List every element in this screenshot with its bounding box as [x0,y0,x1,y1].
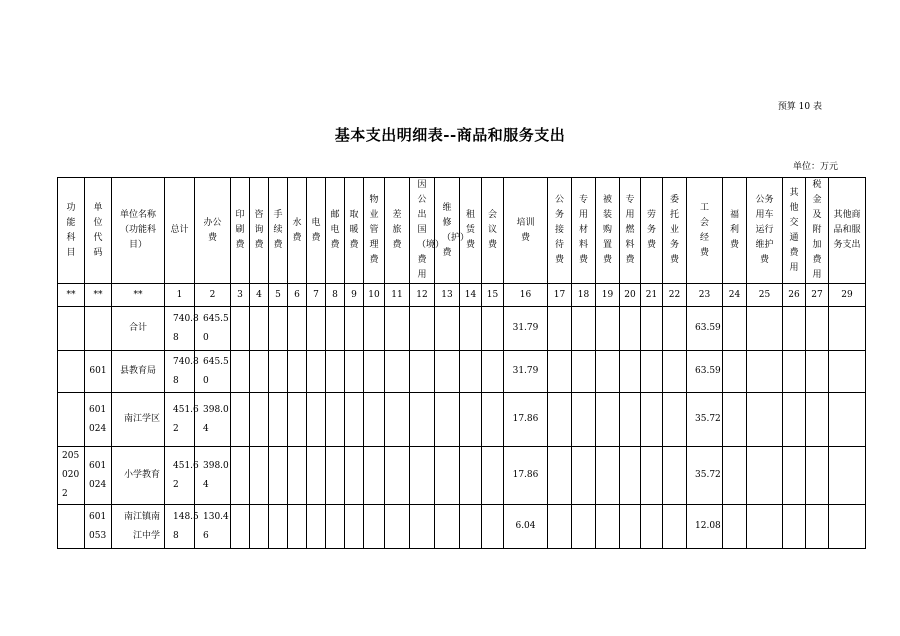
table-cell [829,505,866,549]
table-cell [385,307,410,351]
header-cell: 办公费 [195,178,231,284]
union-cell: 12.08 [687,505,723,549]
table-cell [723,505,747,549]
table-cell [806,351,829,393]
table-cell [307,307,326,351]
table-cell: 1 [165,284,195,307]
unit-code-cell: 601 [85,351,112,393]
header-cell: 工会经费 [687,178,723,284]
total-cell: 740.88 [165,351,195,393]
table-cell [482,447,504,505]
header-cell: 福利费 [723,178,747,284]
table-cell [410,307,435,351]
table-cell [326,447,345,505]
table-cell: 16 [504,284,548,307]
table-cell: 6 [288,284,307,307]
table-cell [783,505,806,549]
table-cell [641,307,663,351]
table-cell [231,393,250,447]
training-cell: 17.86 [504,447,548,505]
unit-name-cell: 县教育局 [112,351,165,393]
func-code-cell [58,505,85,549]
header-cell: 取暖费 [345,178,364,284]
table-cell [723,393,747,447]
table-cell: 3 [231,284,250,307]
table-cell [460,351,482,393]
header-cell: 被装购置费 [596,178,620,284]
table-cell [345,307,364,351]
table-cell [364,307,385,351]
table-cell [269,307,288,351]
table-cell: 26 [783,284,806,307]
header-cell: 公务接待费 [548,178,572,284]
table-cell [572,505,596,549]
table-cell [307,393,326,447]
table-cell: 4 [250,284,269,307]
func-code-cell [58,351,85,393]
table-cell [231,505,250,549]
header-cell: 物业管理费 [364,178,385,284]
table-cell [806,447,829,505]
table-cell [250,393,269,447]
table-cell [548,505,572,549]
table-cell [641,505,663,549]
unit-name-cell: 小学教育 [112,447,165,505]
training-cell: 31.79 [504,307,548,351]
union-cell: 63.59 [687,307,723,351]
table-cell [231,307,250,351]
table-cell [806,393,829,447]
table-cell [345,447,364,505]
table-cell: 18 [572,284,596,307]
table-cell [620,307,641,351]
table-cell: 29 [829,284,866,307]
table-row [58,393,866,447]
table-cell: 2 [195,284,231,307]
header-cell: 专用材料费 [572,178,596,284]
func-code-cell [58,393,85,447]
table-cell: 19 [596,284,620,307]
table-cell [269,393,288,447]
table-row [58,447,866,505]
table-cell [269,447,288,505]
table-cell [572,393,596,447]
table-cell [596,447,620,505]
unit-code-cell: 601024 [85,393,112,447]
table-cell [231,447,250,505]
office-cell: 398.04 [195,447,231,505]
header-cell: 公务用车运行维护费 [747,178,783,284]
total-cell: 451.62 [165,393,195,447]
table-cell [482,505,504,549]
table-cell [747,351,783,393]
func-code-cell: 2050202 [58,447,85,505]
table-cell: 27 [806,284,829,307]
table-cell: 5 [269,284,288,307]
table-cell [435,393,460,447]
table-cell [385,447,410,505]
table-cell [783,351,806,393]
header-cell: 劳务费 [641,178,663,284]
table-cell [572,447,596,505]
table-cell: 14 [460,284,482,307]
table-cell: 12 [410,284,435,307]
header-cell: 培训费 [504,178,548,284]
header-cell: 单位代码 [85,178,112,284]
table-cell [288,393,307,447]
expenditure-table [57,177,866,549]
table-cell: 10 [364,284,385,307]
table-cell [269,351,288,393]
table-cell [663,393,687,447]
table-cell: 7 [307,284,326,307]
table-cell [641,351,663,393]
table-cell [783,307,806,351]
table-cell [288,447,307,505]
table-cell [307,351,326,393]
table-cell [482,307,504,351]
header-cell: 咨询费 [250,178,269,284]
table-cell [663,447,687,505]
table-cell [410,505,435,549]
unit-code-cell: 601024 [85,447,112,505]
header-cell: 单位名称（功能科目） [112,178,165,284]
table-cell [723,307,747,351]
table-cell [747,505,783,549]
table-cell [747,393,783,447]
table-cell [364,393,385,447]
table-cell [806,307,829,351]
header-cell: 水费 [288,178,307,284]
table-cell [663,505,687,549]
table-cell [364,351,385,393]
table-cell [548,307,572,351]
table-cell [460,393,482,447]
table-cell [288,307,307,351]
header-cell: 因公出国（境）费用 [410,178,435,284]
table-cell: 21 [641,284,663,307]
table-row [58,307,866,351]
table-cell [641,447,663,505]
table-cell [345,393,364,447]
total-cell: 148.58 [165,505,195,549]
table-cell [620,505,641,549]
training-cell: 6.04 [504,505,548,549]
table-cell [747,447,783,505]
table-cell [250,447,269,505]
table-cell [364,505,385,549]
table-cell [620,351,641,393]
table-cell [572,307,596,351]
table-cell [806,505,829,549]
table-cell [435,447,460,505]
table-cell [307,447,326,505]
header-cell: 维修（护）费 [435,178,460,284]
table-cell [460,505,482,549]
header-cell: 委托业务费 [663,178,687,284]
table-row [58,505,866,549]
office-cell: 645.50 [195,307,231,351]
header-cell: 会议费 [482,178,504,284]
table-cell [385,505,410,549]
table-cell [250,505,269,549]
table-cell [663,351,687,393]
table-cell [620,447,641,505]
table-cell: ** [58,284,85,307]
unit-name-cell: 南江学区 [112,393,165,447]
unit-code-cell: 601053 [85,505,112,549]
table-cell: 11 [385,284,410,307]
table-row [58,351,866,393]
header-cell: 其他交通费用 [783,178,806,284]
header-cell: 差旅费 [385,178,410,284]
office-cell: 645.50 [195,351,231,393]
header-cell: 总计 [165,178,195,284]
table-cell: 22 [663,284,687,307]
table-cell: 8 [326,284,345,307]
table-cell [345,351,364,393]
unit-name-cell: 南江镇南江中学 [112,505,165,549]
table-cell [620,393,641,447]
table-cell [435,307,460,351]
table-cell [250,351,269,393]
unit-name-cell: 合计 [112,307,165,351]
table-cell: ** [112,284,165,307]
table-cell [435,505,460,549]
table-cell [723,351,747,393]
table-cell [596,307,620,351]
header-cell: 专用燃料费 [620,178,641,284]
table-cell: 13 [435,284,460,307]
table-cell [410,447,435,505]
table-cell [829,447,866,505]
header-cell: 税金及附加费用 [806,178,829,284]
table-cell: 20 [620,284,641,307]
header-cell: 电费 [307,178,326,284]
office-cell: 398.04 [195,393,231,447]
table-cell: ** [85,284,112,307]
table-cell: 25 [747,284,783,307]
table-cell [572,351,596,393]
table-cell [326,393,345,447]
table-cell: 17 [548,284,572,307]
table-cell: 9 [345,284,364,307]
table-cell [435,351,460,393]
form-number: 预算 10 表 [777,102,822,112]
table-cell [345,505,364,549]
header-cell: 手续费 [269,178,288,284]
total-cell: 451.62 [165,447,195,505]
header-cell: 邮电费 [326,178,345,284]
training-cell: 31.79 [504,351,548,393]
table-cell [783,447,806,505]
total-cell: 740.88 [165,307,195,351]
table-cell [288,351,307,393]
table-cell [410,351,435,393]
office-cell: 130.46 [195,505,231,549]
table-cell [596,505,620,549]
table-cell [829,307,866,351]
table-cell: 23 [687,284,723,307]
table-cell [385,351,410,393]
table-cell [326,307,345,351]
training-cell: 17.86 [504,393,548,447]
table-cell [548,393,572,447]
table-cell [410,393,435,447]
table-cell [385,393,410,447]
table-cell [548,447,572,505]
unit-code-cell [85,307,112,351]
header-cell: 印刷费 [231,178,250,284]
table-cell [548,351,572,393]
table-cell [231,351,250,393]
table-cell [783,393,806,447]
table-cell [326,351,345,393]
table-cell [460,307,482,351]
header-row [58,178,866,284]
table-cell [326,505,345,549]
table-cell [482,351,504,393]
table-cell [663,307,687,351]
table-cell [269,505,288,549]
table-cell [641,393,663,447]
table-cell [829,351,866,393]
func-code-cell [58,307,85,351]
table-cell [596,351,620,393]
page-title: 基本支出明细表--商品和服务支出 [334,126,566,144]
table-cell [596,393,620,447]
header-cell: 功能科目 [58,178,85,284]
index-row [58,284,866,307]
union-cell: 35.72 [687,447,723,505]
table-cell [364,447,385,505]
table-cell: 15 [482,284,504,307]
table-cell [747,307,783,351]
table-cell [250,307,269,351]
header-cell: 租赁费 [460,178,482,284]
table-cell [723,447,747,505]
union-cell: 35.72 [687,393,723,447]
header-cell: 其他商品和服务支出 [829,178,866,284]
unit-label: 单位：万元 [792,162,838,172]
table-cell [288,505,307,549]
table-cell: 24 [723,284,747,307]
table-cell [482,393,504,447]
table-cell [460,447,482,505]
table-cell [829,393,866,447]
table-cell [307,505,326,549]
union-cell: 63.59 [687,351,723,393]
